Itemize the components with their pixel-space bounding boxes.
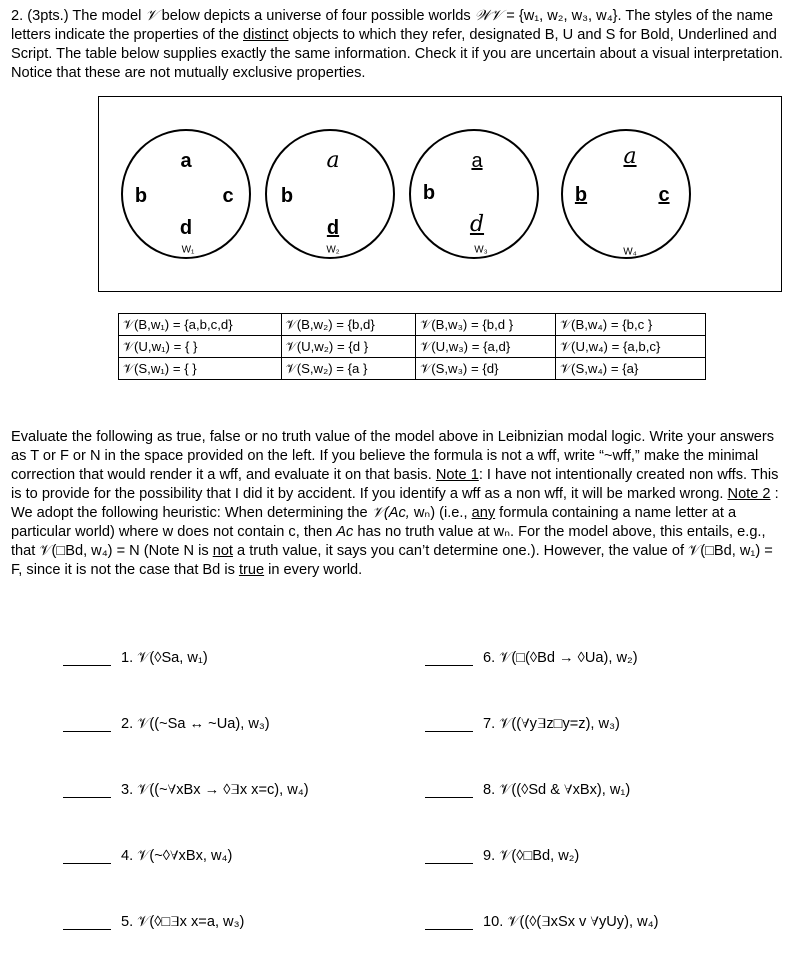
letter-label: a [471, 150, 483, 172]
world-name: W₄ [623, 246, 637, 258]
table-cell: 𝒱(U,w₄) = {a,b,c} [556, 336, 706, 358]
answer-blank[interactable] [63, 783, 111, 798]
letter-label: a [623, 144, 637, 169]
answer-blank[interactable] [63, 915, 111, 930]
question-text: 5. 𝒱(◊□∃x x=a, w₃) [121, 914, 245, 930]
intro-paragraph: 2. (3pts.) The model 𝒱 below depicts a universe of four possible worlds 𝒲𝒱 = {w₁, w₂, w₃, w₄}. The styles of the name letters indicate the properties of the distinct objects to which they refer, designated B, U and S for Bold, Underlined and Script. The table below supplies exactly the same information. Check it if you are uncertain about a visual interpretation. Notice that these are not mutually exclusive properties. [11, 7, 783, 81]
question-text: 10. 𝒱((◊(∃xSx v ∀yUy), w₄) [483, 914, 659, 930]
question-1 [63, 650, 208, 666]
question-4 [63, 848, 232, 864]
table-cell: 𝒱(S,w₃) = {d} [416, 358, 556, 380]
question-3 [63, 782, 309, 798]
valuation-table [118, 313, 706, 380]
world-circle-w2 [265, 129, 395, 259]
letter-label: b [134, 185, 148, 207]
question-text: 4. 𝒱(~◊∀xBx, w₄) [121, 848, 233, 864]
table-cell: 𝒱(B,w₃) = {b,d } [416, 314, 556, 336]
question-9 [425, 848, 579, 864]
question-5 [63, 914, 244, 930]
answer-blank[interactable] [63, 717, 111, 732]
answer-blank[interactable] [425, 783, 473, 798]
table-row [119, 314, 706, 336]
letter-label: b [422, 182, 436, 204]
question-text: 7. 𝒱((∀y∃z□y=z), w₃) [483, 716, 620, 732]
letter-label: a [180, 150, 192, 172]
question-text: 8. 𝒱((◊Sd & ∀xBx), w₁) [483, 782, 631, 798]
question-text: 6. 𝒱(□(◊Bd → ◊Ua), w₂) [483, 650, 638, 666]
letter-label: d [179, 217, 193, 239]
letter-label: c [658, 184, 670, 206]
question-7 [425, 716, 620, 732]
table-cell: 𝒱(U,w₃) = {a,d} [416, 336, 556, 358]
answer-blank[interactable] [425, 849, 473, 864]
question-text: 1. 𝒱(◊Sa, w₁) [121, 650, 208, 666]
question-8 [425, 782, 630, 798]
answer-blank[interactable] [63, 849, 111, 864]
table-cell: 𝒱(B,w₄) = {b,c } [556, 314, 706, 336]
answer-blank[interactable] [63, 651, 111, 666]
world-circle-w4 [561, 129, 691, 259]
answer-blank[interactable] [425, 915, 473, 930]
table-row [119, 336, 706, 358]
world-circle-w3 [409, 129, 539, 259]
table-cell: 𝒱(S,w₄) = {a} [556, 358, 706, 380]
world-name: W₃ [474, 244, 488, 256]
table-cell: 𝒱(S,w₁) = { } [119, 358, 282, 380]
letter-label: a [326, 148, 340, 173]
answer-blank[interactable] [425, 717, 473, 732]
question-10 [425, 914, 658, 930]
question-2 [63, 716, 270, 732]
table-cell: 𝒱(B,w₁) = {a,b,c,d} [119, 314, 282, 336]
answer-blank[interactable] [425, 651, 473, 666]
instructions-paragraph: Evaluate the following as true, false or no truth value of the model above in Leibnizian modal logic. Write your answers as T or F or N in the space provided on the left. If you believe the formula is not a wff, write “~wff,” make the minimal correction that would render it a wff, and evaluate it on that basis. Note 1: I have not intentionally created non wffs. This is to provide for the possibility that I did it by accident. If you identify a wff as a non wff, it will be marked wrong. Note 2 : We adopt the following heuristic: When determining the 𝒱(Ac, wₙ) (i.e., any formula containing a name letter at a particular world) where w does not contain c, then Ac has no truth value at wₙ. For the model above, this entails, e.g., that 𝒱(□Bd, w₄) = N (Note N is not a truth value, it says you can’t determine one.). However, the value of 𝒱(□Bd, w₁) = F, since it is not the case that Bd is true in every world. [11, 429, 779, 578]
letter-label: d [469, 212, 485, 237]
table-cell: 𝒱(S,w₂) = {a } [281, 358, 415, 380]
letter-label: b [280, 185, 294, 207]
letter-label: d [326, 217, 340, 239]
question-6 [425, 650, 638, 666]
question-text: 3. 𝒱((~∀xBx → ◊∃x x=c), w₄) [121, 782, 309, 798]
table-cell: 𝒱(U,w₁) = { } [119, 336, 282, 358]
world-name: W₂ [326, 244, 340, 256]
question-text: 9. 𝒱(◊□Bd, w₂) [483, 848, 580, 864]
question-text: 2. 𝒱((~Sa ↔ ~Ua), w₃) [121, 716, 270, 732]
letter-label: c [222, 185, 234, 207]
table-row [119, 358, 706, 380]
table-cell: 𝒱(B,w₂) = {b,d} [281, 314, 415, 336]
table-cell: 𝒱(U,w₂) = {d } [281, 336, 415, 358]
world-circle-w1 [121, 129, 251, 259]
world-name: W₁ [181, 244, 195, 256]
letter-label: b [574, 184, 588, 206]
